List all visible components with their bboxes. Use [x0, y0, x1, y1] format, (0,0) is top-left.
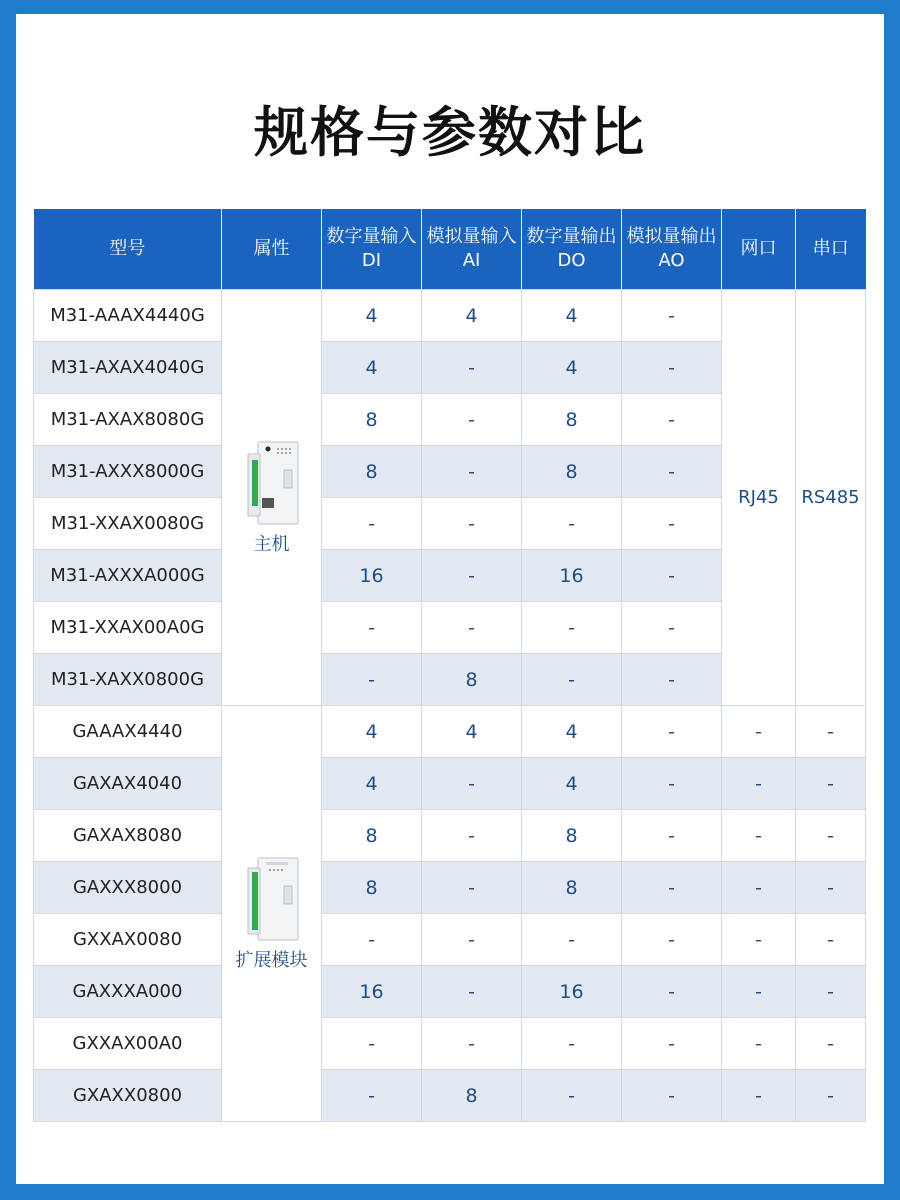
cell-ai: -: [422, 550, 522, 602]
cell-di: 16: [322, 966, 422, 1018]
cell-ao: -: [622, 446, 722, 498]
header-di: 数字量输入 DI: [322, 209, 422, 290]
cell-model: M31-AXAX8080G: [34, 394, 222, 446]
cell-ao: -: [622, 914, 722, 966]
cell-ai: 4: [422, 290, 522, 342]
cell-net: -: [722, 862, 796, 914]
cell-di: 8: [322, 810, 422, 862]
table-row: [34, 966, 866, 1018]
table-row: [34, 758, 866, 810]
host-attr-cell: [222, 290, 322, 706]
cell-ao: -: [622, 758, 722, 810]
cell-ai: -: [422, 914, 522, 966]
cell-net: -: [722, 1070, 796, 1122]
cell-ai: -: [422, 446, 522, 498]
cell-model: M31-AXAX4040G: [34, 342, 222, 394]
cell-ai: -: [422, 498, 522, 550]
cell-do: 4: [522, 342, 622, 394]
cell-model: GAXXXA000: [34, 966, 222, 1018]
cell-do: 8: [522, 862, 622, 914]
cell-ai: -: [422, 862, 522, 914]
table-row: [34, 290, 866, 342]
cell-di: -: [322, 498, 422, 550]
cell-ai: -: [422, 342, 522, 394]
cell-serial: -: [796, 706, 866, 758]
cell-do: 16: [522, 966, 622, 1018]
table-row: [34, 1070, 866, 1122]
cell-model: GAXXX8000: [34, 862, 222, 914]
host-attr-label: 主机: [253, 533, 290, 555]
cell-model: M31-AXXX8000G: [34, 446, 222, 498]
cell-ao: -: [622, 810, 722, 862]
cell-do: 8: [522, 394, 622, 446]
cell-ai: -: [422, 394, 522, 446]
cell-net: -: [722, 810, 796, 862]
cell-serial: -: [796, 1070, 866, 1122]
expansion-attr-cell: [222, 706, 322, 1122]
cell-ao: -: [622, 342, 722, 394]
cell-do: 8: [522, 446, 622, 498]
cell-ai: 8: [422, 1070, 522, 1122]
cell-ao: -: [622, 1018, 722, 1070]
cell-di: -: [322, 914, 422, 966]
cell-model: M31-XXAX00A0G: [34, 602, 222, 654]
cell-di: 4: [322, 758, 422, 810]
cell-ao: -: [622, 654, 722, 706]
cell-ao: -: [622, 602, 722, 654]
host-serial-cell: RS485: [796, 290, 866, 706]
cell-do: 16: [522, 550, 622, 602]
cell-ao: -: [622, 394, 722, 446]
cell-ao: -: [622, 966, 722, 1018]
cell-do: 4: [522, 758, 622, 810]
cell-model: GAXAX4040: [34, 758, 222, 810]
cell-do: -: [522, 914, 622, 966]
cell-model: GXXAX00A0: [34, 1018, 222, 1070]
cell-serial: -: [796, 810, 866, 862]
cell-di: 4: [322, 290, 422, 342]
header-attr: 属性: [222, 209, 322, 290]
cell-ai: -: [422, 758, 522, 810]
cell-model: M31-AAAX4440G: [34, 290, 222, 342]
header-net: 网口: [722, 209, 796, 290]
cell-model: M31-XXAX0080G: [34, 498, 222, 550]
header-ao: 模拟量输出 AO: [622, 209, 722, 290]
table-row: [34, 862, 866, 914]
cell-ai: 4: [422, 706, 522, 758]
header-ai: 模拟量输入 AI: [422, 209, 522, 290]
cell-do: -: [522, 498, 622, 550]
cell-model: GXXAX0080: [34, 914, 222, 966]
cell-di: 4: [322, 342, 422, 394]
table-header-row: [34, 209, 866, 290]
table-row: [34, 706, 866, 758]
cell-ai: -: [422, 602, 522, 654]
expansion-attr-label: 扩展模块: [235, 949, 308, 971]
cell-net: -: [722, 914, 796, 966]
cell-do: 4: [522, 290, 622, 342]
cell-di: 4: [322, 706, 422, 758]
cell-net: -: [722, 966, 796, 1018]
cell-di: -: [322, 1018, 422, 1070]
cell-di: 8: [322, 446, 422, 498]
cell-model: M31-AXXXA000G: [34, 550, 222, 602]
cell-serial: -: [796, 914, 866, 966]
cell-ao: -: [622, 1070, 722, 1122]
cell-serial: -: [796, 1018, 866, 1070]
cell-ao: -: [622, 498, 722, 550]
host-device-icon: [244, 440, 300, 526]
cell-di: 16: [322, 550, 422, 602]
cell-do: -: [522, 1018, 622, 1070]
cell-ao: -: [622, 550, 722, 602]
cell-net: -: [722, 758, 796, 810]
cell-net: -: [722, 706, 796, 758]
cell-ai: -: [422, 810, 522, 862]
spec-table: [33, 209, 866, 1122]
cell-serial: -: [796, 862, 866, 914]
cell-do: -: [522, 654, 622, 706]
page-title: 规格与参数对比: [254, 101, 646, 164]
header-model: 型号: [34, 209, 222, 290]
cell-model: GAXAX8080: [34, 810, 222, 862]
table-row: [34, 1018, 866, 1070]
table-row: [34, 914, 866, 966]
cell-do: -: [522, 602, 622, 654]
cell-model: GAAAX4440: [34, 706, 222, 758]
cell-do: 8: [522, 810, 622, 862]
table-row: [34, 810, 866, 862]
cell-ai: -: [422, 966, 522, 1018]
cell-di: 8: [322, 394, 422, 446]
cell-di: -: [322, 1070, 422, 1122]
cell-serial: -: [796, 758, 866, 810]
cell-do: 4: [522, 706, 622, 758]
cell-do: -: [522, 1070, 622, 1122]
cell-di: -: [322, 602, 422, 654]
cell-di: -: [322, 654, 422, 706]
cell-model: GXAXX0800: [34, 1070, 222, 1122]
header-serial: 串口: [796, 209, 866, 290]
cell-ao: -: [622, 290, 722, 342]
cell-ao: -: [622, 862, 722, 914]
cell-ai: 8: [422, 654, 522, 706]
cell-net: -: [722, 1018, 796, 1070]
cell-model: M31-XAXX0800G: [34, 654, 222, 706]
expansion-device-icon: [244, 856, 300, 942]
cell-ai: -: [422, 1018, 522, 1070]
cell-ao: -: [622, 706, 722, 758]
host-net-cell: RJ45: [722, 290, 796, 706]
cell-di: 8: [322, 862, 422, 914]
cell-serial: -: [796, 966, 866, 1018]
header-do: 数字量输出 DO: [522, 209, 622, 290]
